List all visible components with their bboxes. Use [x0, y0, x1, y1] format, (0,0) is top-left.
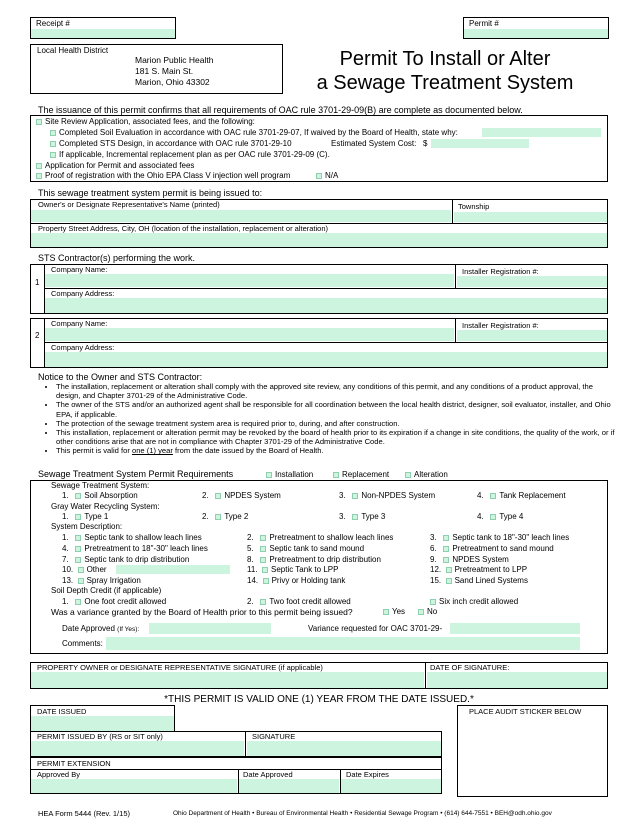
desc-checkbox[interactable] [446, 567, 452, 573]
desc-checkbox[interactable] [443, 546, 449, 552]
desc-item: 15. Sand Lined Systems [430, 576, 528, 585]
permit-input[interactable] [464, 29, 608, 38]
date-expires-label: Date Expires [346, 770, 389, 779]
date-signature-input[interactable] [427, 672, 607, 688]
desc-checkbox[interactable] [75, 546, 81, 552]
owner-name-label: Owner's or Designate Representative's Name (printed) [38, 200, 220, 209]
gw-opt-1: 1. Type 1 [62, 512, 109, 521]
desc-checkbox[interactable] [262, 567, 268, 573]
date-expires-input[interactable] [341, 779, 441, 793]
contractor-2-name-input[interactable] [45, 328, 454, 341]
desc-item: 4. Pretreatment to 18"-30" leach lines [62, 544, 208, 553]
issuance-intro: The issuance of this permit confirms that all requirements of OAC rule 3701-29-09(B) are complete as documented below. [38, 105, 523, 115]
variance-yes-checkbox[interactable] [383, 609, 389, 615]
contractor-2-address-input[interactable] [45, 352, 607, 367]
receipt-input[interactable] [31, 29, 175, 38]
contractor-1-reg-divider [455, 264, 456, 288]
comments-input[interactable] [106, 637, 580, 650]
ext-date-approved-input[interactable] [239, 779, 339, 793]
district-city: Marion, Ohio 43302 [135, 77, 210, 87]
alteration-option: Alteration [405, 471, 448, 479]
audit-sticker-label: PLACE AUDIT STICKER BELOW [469, 707, 582, 716]
desc-checkbox[interactable] [260, 535, 266, 541]
owner-signature-input[interactable] [31, 672, 424, 688]
desc-checkbox[interactable] [260, 546, 266, 552]
contractor-2-address-label: Company Address: [51, 343, 115, 352]
variance-yes: Yes [383, 608, 405, 616]
title-line-2: a Sewage Treatment System [316, 72, 574, 94]
variance-rule-input[interactable] [450, 623, 580, 634]
type-3-checkbox[interactable] [352, 514, 358, 520]
desc-checkbox[interactable] [263, 578, 269, 584]
desc-checkbox[interactable] [75, 557, 81, 563]
desc-checkbox[interactable] [443, 557, 449, 563]
soil-opt-1: 1. One foot credit allowed [62, 597, 167, 606]
type-1-checkbox[interactable] [75, 514, 81, 520]
gw-opt-3: 3. Type 3 [339, 512, 386, 521]
notice-item: • The owner of the STS and/or an authorized agent shall be responsible for all coordination between the local health district, designer, soil evaluator, installer, and Ohio EPA, if applicable. [56, 400, 616, 418]
desc-item: 1. Septic tank to shallow leach lines [62, 533, 202, 542]
type-4-checkbox[interactable] [490, 514, 496, 520]
desc-item: 11. Septic Tank to LPP [247, 565, 339, 574]
extension-label: PERMIT EXTENSION [37, 759, 111, 768]
desc-item: 14. Privy or Holding tank [247, 576, 346, 585]
owner-signature-label: PROPERTY OWNER or DESIGNATE REPRESENTATIVE SIGNATURE (if applicable) [37, 663, 323, 672]
incremental-checkbox[interactable] [50, 152, 56, 158]
proof-checkbox[interactable] [36, 173, 42, 179]
proof-row: Proof of registration with the Ohio EPA Class V injection well program [36, 172, 290, 180]
township-label: Township [458, 202, 490, 211]
date-issued-label: DATE ISSUED [37, 707, 87, 716]
variance-no-checkbox[interactable] [418, 609, 424, 615]
title-line-1: Permit To Install or Alter [339, 48, 551, 70]
desc-item: 7. Septic tank to drip distribution [62, 555, 190, 564]
desc-item: 12. Pretreatment to LPP [430, 565, 528, 574]
variance-date-input[interactable] [149, 623, 271, 634]
audit-sticker-box [457, 705, 608, 797]
desc-item: 5. Septic tank to sand mound [247, 544, 365, 553]
sts-opt-2: 2. NPDES System [202, 491, 281, 500]
two-foot-checkbox[interactable] [260, 599, 266, 605]
property-address-input[interactable] [31, 233, 607, 247]
desc-item: 8. Pretreatment to drip distribution [247, 555, 381, 564]
sts-design-checkbox[interactable] [50, 141, 56, 147]
approved-by-label: Approved By [37, 770, 80, 779]
contractor-2-number: 2 [35, 331, 40, 340]
incremental-row: If applicable, Incremental replacement plan as per OAC rule 3701-29-09 (C). [50, 151, 330, 159]
contractor-1-name-input[interactable] [45, 274, 454, 287]
date-issued-input[interactable] [31, 716, 174, 731]
contractors-heading: STS Contractor(s) performing the work. [38, 253, 196, 263]
issued-by-label: PERMIT ISSUED BY (RS or SIT only) [37, 732, 163, 741]
notice-item: • This installation, replacement or alteration permit may be revoked by the board of health prior to its expiration if a change in site conditions, the quality of the work, or if other conditions arise that are not in compliance with Chapter 3701-29 of the Administrative Code. [56, 428, 616, 446]
desc-item: 10. Other [62, 565, 107, 574]
desc-checkbox[interactable] [260, 557, 266, 563]
issued-by-input[interactable] [31, 741, 244, 756]
soil-eval-row: Completed Soil Evaluation in accordance with OAC rule 3701-29-07, If waived by the Board of Health, state why: [50, 129, 458, 137]
contractor-1-name-label: Company Name: [51, 265, 108, 274]
desc-item: 2. Pretreatment to shallow leach lines [247, 533, 394, 542]
installation-checkbox[interactable] [266, 472, 272, 478]
soil-absorption-checkbox[interactable] [75, 493, 81, 499]
permit-label: Permit # [469, 19, 499, 28]
alteration-checkbox[interactable] [405, 472, 411, 478]
soil-opt-3: Six inch credit allowed [430, 598, 518, 606]
validity-banner: *THIS PERMIT IS VALID ONE (1) YEAR FROM THE DATE ISSUED.* [164, 694, 474, 705]
notice-item: • The protection of the sewage treatment system area is required prior to, during, and after construction. [56, 419, 616, 428]
issued-to-heading: This sewage treatment system permit is being issued to: [38, 188, 263, 198]
desc-checkbox[interactable] [78, 578, 84, 584]
receipt-label: Receipt # [36, 19, 70, 28]
contractor-2-reg-label: Installer Registration #: [462, 321, 539, 330]
soil-depth-label: Soil Depth Credit (if applicable) [51, 586, 162, 595]
desc-checkbox[interactable] [446, 578, 452, 584]
notice-heading: Notice to the Owner and STS Contractor: [38, 372, 203, 382]
site-review-checkbox[interactable] [36, 119, 42, 125]
na-checkbox[interactable] [316, 173, 322, 179]
variance-requested-label: Variance requested for OAC 3701-29- [308, 624, 443, 633]
variance-question: Was a variance granted by the Board of Health prior to this permit being issued? [51, 607, 353, 617]
est-cost-input[interactable] [431, 139, 529, 148]
desc-item: 6. Pretreatment to sand mound [430, 544, 554, 553]
district-name: Marion Public Health [135, 55, 214, 65]
soil-eval-checkbox[interactable] [50, 130, 56, 136]
township-divider [452, 199, 453, 223]
application-checkbox[interactable] [36, 163, 42, 169]
contractor-2-divider [44, 342, 608, 343]
sts-opt-3: 3. Non-NPDES System [339, 491, 436, 500]
tank-replacement-checkbox[interactable] [490, 493, 496, 499]
gray-water-label: Gray Water Recycling System: [51, 502, 160, 511]
sts-design-row: Completed STS Design, in accordance with OAC rule 3701-29-10 [50, 140, 292, 148]
district-street: 181 S. Main St. [135, 66, 194, 76]
contractor-1-address-input[interactable] [45, 298, 607, 313]
type-2-checkbox[interactable] [215, 514, 221, 520]
department-info: Ohio Department of Health • Bureau of Environmental Health • Residential Sewage Program • (614) 644-7551 • BEH@odh.ohio.gov [173, 810, 552, 817]
contractor-1-reg-label: Installer Registration #: [462, 267, 539, 276]
desc-checkbox[interactable] [75, 535, 81, 541]
notice-item: • The installation, replacement or alteration shall comply with the approved site review, any conditions of this permit, and any conditions of a product approval, the design, and Chapter 3701-29 of the Administrative Code. [56, 382, 616, 400]
system-description-label: System Description: [51, 522, 123, 531]
address-label: Property Street Address, City, OH (location of the installation, replacement or alteration) [38, 224, 328, 233]
contractor-2-reg-input[interactable] [457, 330, 607, 341]
signature-label: SIGNATURE [252, 732, 296, 741]
date-approved-label: Date Approved (If Yes): [62, 624, 140, 633]
form-number: HEA Form 5444 (Rev. 1/15) [38, 809, 130, 818]
ext-date-approved-label: Date Approved [243, 770, 293, 779]
est-cost-label: Estimated System Cost: $ [331, 139, 428, 148]
variance-no: No [418, 608, 437, 616]
application-row: Application for Permit and associated fees [36, 162, 194, 170]
non-npdes-checkbox[interactable] [352, 493, 358, 499]
soil-opt-2: 2. Two foot credit allowed [247, 597, 351, 606]
page-title [290, 47, 600, 95]
contractor-1-number: 1 [35, 278, 40, 287]
signature-divider [425, 662, 426, 689]
sts-opt-4: 4. Tank Replacement [477, 491, 566, 500]
requirements-heading: Sewage Treatment System Permit Requirements [38, 469, 234, 479]
date-signature-label: DATE OF SIGNATURE: [430, 663, 510, 672]
district-label: Local Health District [37, 46, 109, 55]
contractor-1-divider [44, 288, 608, 289]
one-foot-checkbox[interactable] [75, 599, 81, 605]
sts-type-label: Sewage Treatment System: [51, 481, 150, 490]
contractor-2-reg-divider [455, 318, 456, 342]
installation-option: Installation [266, 471, 313, 479]
notice-list [42, 382, 616, 456]
contractor-1-reg-input[interactable] [457, 276, 607, 287]
replacement-checkbox[interactable] [333, 472, 339, 478]
issuer-signature-input[interactable] [247, 741, 441, 756]
na-row: N/A [316, 172, 338, 180]
gw-opt-2: 2. Type 2 [202, 512, 249, 521]
owner-name-input[interactable] [31, 210, 451, 222]
npdes-checkbox[interactable] [215, 493, 221, 499]
township-input[interactable] [454, 212, 607, 222]
desc-item: 13. Spray Irrigation [62, 576, 141, 585]
approved-by-input[interactable] [31, 779, 237, 793]
desc-item: 9. NPDES System [430, 555, 509, 564]
desc-checkbox[interactable] [443, 535, 449, 541]
other-description-input[interactable] [116, 565, 230, 574]
replacement-option: Replacement [333, 471, 389, 479]
notice-item-validity: • This permit is valid for one (1) year from the date issued by the Board of Health. [56, 446, 616, 455]
comments-label: Comments: [62, 639, 103, 648]
desc-checkbox[interactable] [78, 567, 84, 573]
six-inch-checkbox[interactable] [430, 599, 436, 605]
contractor-2-name-label: Company Name: [51, 319, 108, 328]
gw-opt-4: 4. Type 4 [477, 512, 524, 521]
contractor-1-address-label: Company Address: [51, 289, 115, 298]
desc-item: 3. Septic tank to 18"-30" leach lines [430, 533, 570, 542]
issued-by-divider [245, 731, 246, 757]
sts-opt-1: 1. Soil Absorption [62, 491, 138, 500]
soil-waive-reason-input[interactable] [482, 128, 601, 137]
site-review-row: Site Review Application, associated fees, and the following: [36, 118, 255, 126]
